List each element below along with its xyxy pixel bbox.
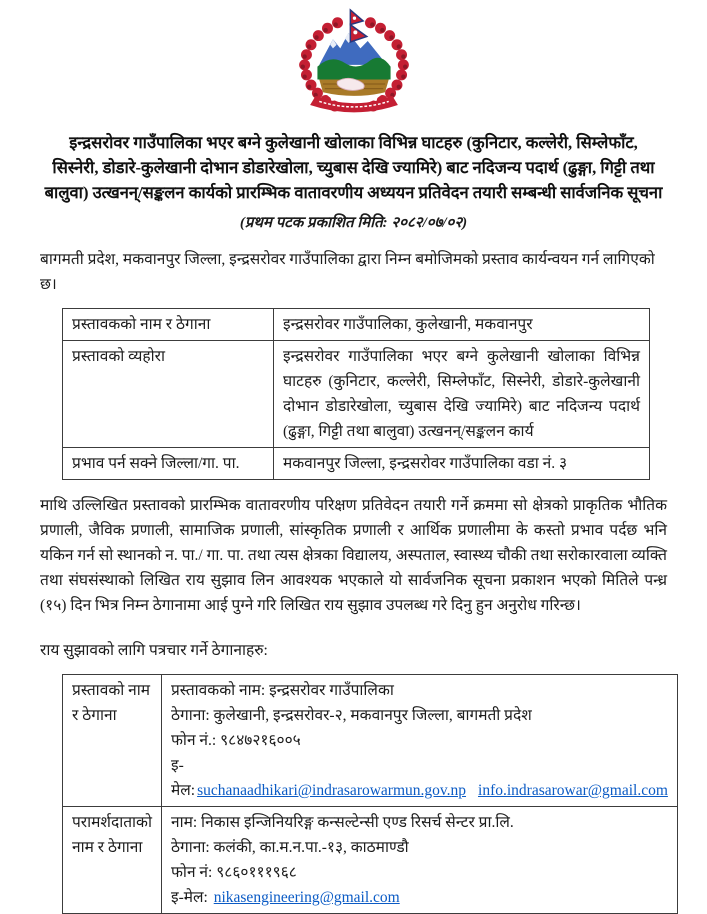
publication-date: (प्रथम पटक प्रकाशित मिति: २०८२/०७/०२) [239,215,468,231]
proposer-name-value: इन्द्रसरोवर गाउँपालिका, कुलेखानी, मकवानपुर [274,309,650,341]
email-link-info-indrasarowar[interactable]: info.indrasarowar@gmail.com [478,782,668,799]
email-link-nikasengineering[interactable]: nikasengineering@gmail.com [213,889,400,906]
table-row [63,448,650,480]
consultant-address-line: ठेगाना: कलंकी, का.म.न.पा.-१३, काठमाण्डौ [170,839,409,856]
proposer-phone-line: फोन नं.: ९८४७२१६००५ [170,732,301,749]
table-row [63,807,678,914]
title-line-1: इन्द्रसरोवर गाउँपालिका भएर बग्ने कुलेखानी खोलाका विभिन्न घाटहरु (कुनिटार, कल्लेरी, सिम्लेफाँट, [69,133,638,152]
email-label: इ-मेल: [170,889,208,906]
title-line-3: बालुवा) उत्खनन्/सङ्कलन कार्यको प्रारम्भिक वातावरणीय अध्ययन प्रतिवेदन तयारी सम्बन्धी सार्वजनिक सूचना [44,183,663,202]
affected-district-label: प्रभाव पर्न सक्ने जिल्ला/गा. पा. [63,448,274,480]
nepal-flag-icon [350,10,366,42]
body-paragraph: माथि उल्लिखित प्रस्तावको प्रारम्भिक वातावरणीय परिक्षण प्रतिवेदन तयारी गर्ने क्रममा सो क्षेत्रको प्राकृतिक भौतिक प्रणाली, जैविक प्रणाली, सामाजिक प्रणाली, सांस्कृतिक प्रणाली र आर्थिक प्रणालीमा के कस्तो प्रभाव पर्दछ भनि यकिन गर्न सो स्थानको न. पा./ गा. पा. तथा त्यस क्षेत्रका विद्यालय, अस्पताल, स्वास्थ्य चौकी तथा सरोकारवाला व्यक्ति तथा संघसंस्थाको लिखित राय सुझाव लिन आवश्यक भएकाले यो सार्वजनिक सूचना प्रकाशन भएको मितिले पन्ध्र (१५) दिन भित्र निम्न ठेगानामा आई पुग्ने गरि लिखित राय सुझाव उपलब्ध गरे दिनु हुन अनुरोध गरिन्छ। [40,497,667,614]
nepal-emblem [40,8,667,120]
consultant-email-line [171,885,668,910]
consultant-contact-label: परामर्शदाताको नाम र ठेगाना [63,807,162,914]
proposer-name-line: प्रस्तावकको नाम: इन्द्रसरोवर गाउँपालिका [170,682,394,699]
table-row [63,341,650,448]
proposal-detail-label: प्रस्तावको व्यहोरा [63,341,274,448]
consultant-contact-value [161,807,677,914]
affected-district-value: मकवानपुर जिल्ला, इन्द्रसरोवर गाउँपालिका वडा नं. ३ [274,448,650,480]
nepal-emblem-icon [290,8,418,118]
proposer-contact-label: प्रस्तावको नाम र ठेगाना [63,675,162,807]
proposer-name-label: प्रस्तावकको नाम र ठेगाना [63,309,274,341]
title-line-2: सिस्नेरी, डोडारे-कुलेखानी दोभान डोडारेखोला, च्युबास देखि ज्यामिरे) बाट नदिजन्य पदार्थ (ढुङ्गा, गिट्टी तथा [52,158,655,177]
table-row [63,675,678,807]
proposer-address-line: ठेगाना: कुलेखानी, इन्द्रसरोवर-२, मकवानपुर जिल्ला, बागमती प्रदेश [170,707,532,724]
consultant-phone-line: फोन नं: ९८६०१११९६८ [170,864,297,881]
table-row [63,309,650,341]
proposer-email-line [171,753,668,803]
email-label: इ-मेल: [170,757,196,799]
proposal-detail-value: इन्द्रसरोवर गाउँपालिका भएर बग्ने कुलेखानी खोलाका विभिन्न घाटहरु (कुनिटार, कल्लेरी, सिम्लेफाँट, सिस्नेरी, डोडारे-कुलेखानी दोभान डोडारेखोला, च्युबास देखि ज्यामिरे) बाट नदिजन्य पदार्थ (ढुङ्गा, गिट्टी तथा बालुवा) उत्खनन्/सङ्कलन कार्य [274,341,650,448]
proposal-table [62,308,650,480]
contact-heading: राय सुझावको लागि पत्रचार गर्ने ठेगानाहरु: [40,642,268,659]
proposer-contact-value [161,675,677,807]
contact-table [62,674,678,914]
notice-title [40,130,667,205]
email-link-suchanaadhikari[interactable]: suchanaadhikari@indrasarowarmun.gov.np [197,782,467,799]
consultant-name-line: नाम: निकास इन्जिनियरिङ्ग कन्सल्टेन्सी एण्ड रिसर्च सेन्टर प्रा.लि. [170,814,514,831]
intro-paragraph: बागमती प्रदेश, मकवानपुर जिल्ला, इन्द्रसरोवर गाउँपालिका द्वारा निम्न बमोजिमको प्रस्ताव कार्यन्वयन गर्न लागिएको छ। [40,251,655,293]
